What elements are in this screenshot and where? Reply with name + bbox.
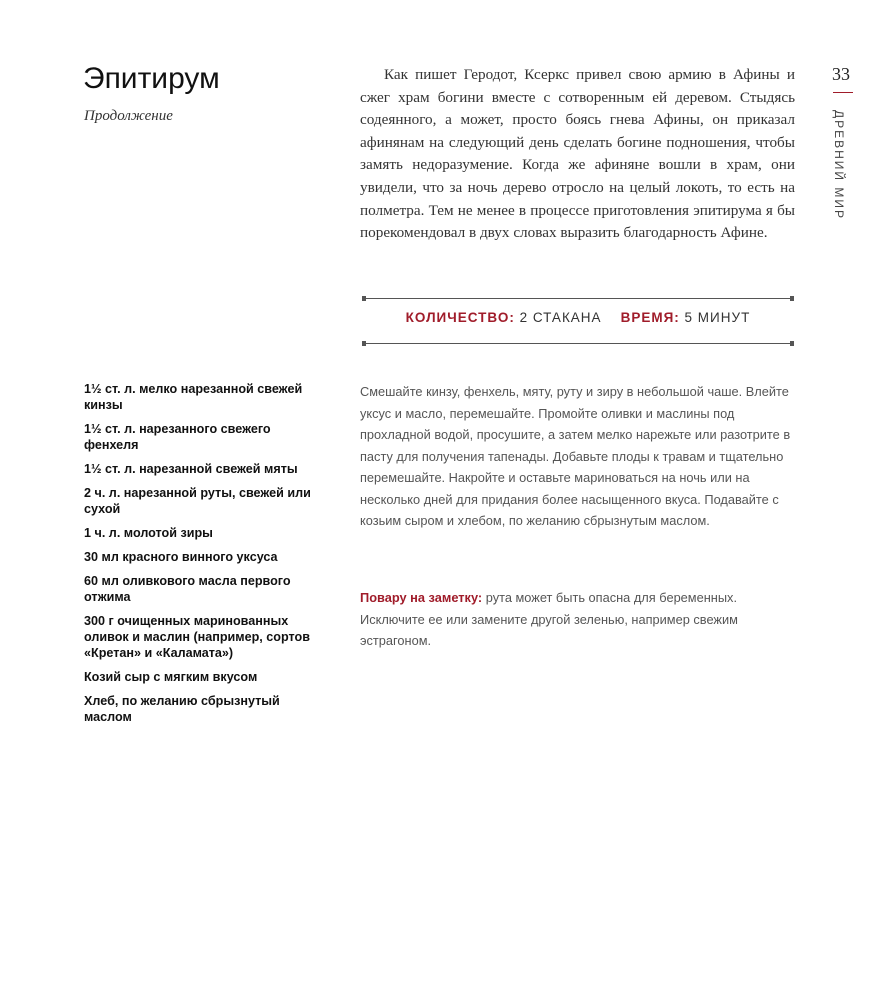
section-label: ДРЕВНИЙ МИР — [832, 110, 846, 221]
note-label: Повару на заметку: — [360, 590, 483, 605]
note-text: рута может быть опасна для беременных. Исключите ее или замените другой зеленью, например свежим эстрагоном. — [360, 590, 738, 648]
quantity-value: 2 СТАКАНА — [519, 310, 602, 325]
ingredients-list — [84, 381, 314, 733]
time-label: ВРЕМЯ: — [620, 310, 680, 325]
ingredient: 1½ ст. л. нарезанной свежей мяты — [84, 462, 298, 476]
ingredient: Козий сыр с мягким вкусом — [84, 670, 258, 684]
ingredient: 1 ч. л. молотой зиры — [84, 526, 213, 540]
ingredient: 2 ч. л. нарезанной руты, свежей или сухой — [84, 486, 311, 516]
intro-paragraph: Как пишет Геродот, Ксеркс привел свою армию в Афины и сжег храм богини вместе с сотворенным ей деревом. Стыдясь содеянного, а может, просто боясь гнева Афины, он приказал афинянам на следующий день сделать богине подношения, чтобы замять недоразумение. Когда же афиняне вошли в храм, они увидели, что за ночь дерево отросло на целый локоть, то есть на полметра. Тем не менее в процессе приготовления эпитирума я бы порекомендовал в двух словах выразить благодарность Афине. — [360, 66, 795, 242]
ingredient: 1½ ст. л. нарезанного свежего фенхеля — [84, 422, 271, 452]
quantity-label: КОЛИЧЕСТВО: — [405, 310, 515, 325]
recipe-subtitle: Продолжение — [84, 108, 173, 124]
ornament-divider — [833, 92, 853, 93]
method-text: Смешайте кинзу, фенхель, мяту, руту и зиру в небольшой чаше. Влейте уксус и масло, перемешайте. Промойте оливки и маслины под прохладной водой, просушите, а затем мелко нарежьте или разотрите в пасту для получения тапенады. Добавьте плоды к травам и тщательно перемешайте. Накройте и оставьте мариноваться на ночь или на несколько дней для придания более насыщенного вкуса. Подавайте с козьим сыром и хлебом, по желанию сбрызнутым маслом. — [360, 384, 791, 528]
ingredient: Хлеб, по желанию сбрызнутый маслом — [84, 694, 280, 724]
intro-text — [360, 64, 795, 245]
cook-note — [360, 587, 800, 652]
top-rule — [362, 298, 794, 299]
page-number: 33 — [832, 64, 850, 84]
ingredient: 300 г очищенных маринованных оливок и маслин (например, сортов «Кретан» и «Каламата») — [84, 614, 310, 660]
ingredient: 60 мл оливкового масла первого отжима — [84, 574, 291, 604]
recipe-meta — [362, 310, 794, 325]
recipe-title: Эпитирум — [83, 62, 220, 95]
bottom-rule — [362, 343, 794, 344]
ingredient: 1½ ст. л. мелко нарезанной свежей кинзы — [84, 382, 303, 412]
ingredient: 30 мл красного винного уксуса — [84, 550, 278, 564]
time-value: 5 МИНУТ — [684, 310, 751, 325]
